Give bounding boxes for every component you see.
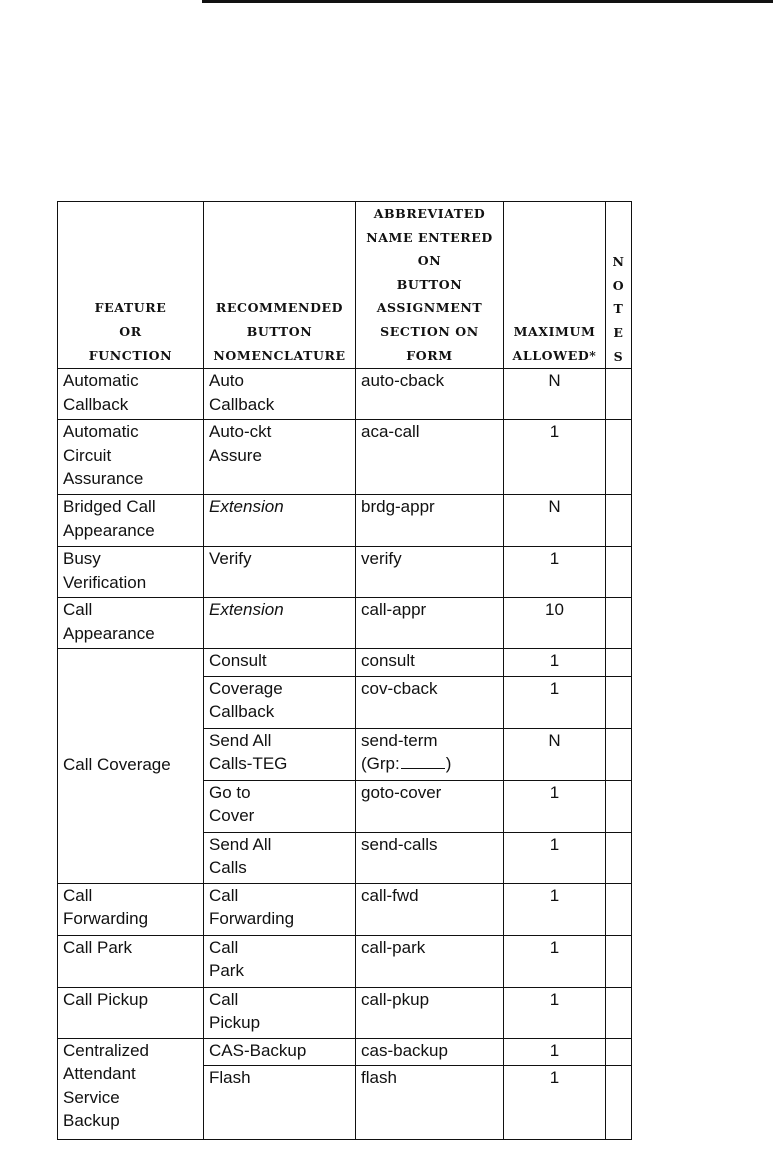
- max-cell: 1: [504, 883, 606, 935]
- nomenclature-cell: Flash: [204, 1066, 356, 1140]
- abbrev-cell: call-park: [356, 935, 504, 987]
- feature-cell: Call Park: [58, 935, 204, 987]
- nomenclature-cell: Extension: [204, 598, 356, 649]
- abbrev-cell: call-appr: [356, 598, 504, 649]
- max-cell: N: [504, 495, 606, 547]
- max-cell: 1: [504, 780, 606, 832]
- notes-cell: [606, 780, 632, 832]
- notes-cell: [606, 1038, 632, 1066]
- nomenclature-cell: Send All Calls-TEG: [204, 728, 356, 780]
- abbrev-cell: flash: [356, 1066, 504, 1140]
- max-cell: 1: [504, 832, 606, 883]
- feature-cell: Bridged Call Appearance: [58, 495, 204, 547]
- notes-cell: [606, 1066, 632, 1140]
- max-cell: 1: [504, 649, 606, 677]
- top-rule: [202, 0, 773, 3]
- notes-cell: [606, 420, 632, 495]
- max-cell: N: [504, 728, 606, 780]
- nomenclature-cell: Call Park: [204, 935, 356, 987]
- notes-cell: [606, 495, 632, 547]
- notes-cell: [606, 369, 632, 420]
- abbrev-cell: [356, 728, 504, 780]
- header-row: [58, 202, 632, 369]
- max-cell: 1: [504, 1038, 606, 1066]
- nomenclature-cell: Go to Cover: [204, 780, 356, 832]
- feature-cell: Call Forwarding: [58, 883, 204, 935]
- notes-cell: [606, 547, 632, 598]
- max-cell: 1: [504, 420, 606, 495]
- abbrev-cell: cas-backup: [356, 1038, 504, 1066]
- notes-cell: [606, 883, 632, 935]
- header-nomenclature: RECOMMENDED BUTTON NOMENCLATURE: [204, 202, 356, 369]
- header-notes: N O T E S: [606, 202, 632, 369]
- max-cell: 1: [504, 935, 606, 987]
- feature-cell-call-coverage: Call Coverage: [58, 649, 204, 884]
- abbrev-cell: send-calls: [356, 832, 504, 883]
- nomenclature-cell: Send All Calls: [204, 832, 356, 883]
- table-row: [58, 649, 632, 677]
- table-row: [58, 420, 632, 495]
- table-row: [58, 1038, 632, 1066]
- table-row: [58, 598, 632, 649]
- table-row: [58, 987, 632, 1038]
- max-cell: 1: [504, 547, 606, 598]
- abbrev-cell: consult: [356, 649, 504, 677]
- table-row: [58, 369, 632, 420]
- notes-cell: [606, 676, 632, 728]
- nomenclature-cell: Auto Callback: [204, 369, 356, 420]
- abbrev-cell: goto-cover: [356, 780, 504, 832]
- nomenclature-cell: Extension: [204, 495, 356, 547]
- feature-cell: Call Appearance: [58, 598, 204, 649]
- max-cell: 1: [504, 1066, 606, 1140]
- max-cell: 10: [504, 598, 606, 649]
- max-cell: 1: [504, 676, 606, 728]
- abbrev-cell: auto-cback: [356, 369, 504, 420]
- abbrev-cell: aca-call: [356, 420, 504, 495]
- feature-cell: Automatic Circuit Assurance: [58, 420, 204, 495]
- group-prefix: (Grp:: [361, 754, 400, 774]
- feature-cell: Call Pickup: [58, 987, 204, 1038]
- nomenclature-cell: Consult: [204, 649, 356, 677]
- header-max: MAXIMUM ALLOWED*: [504, 202, 606, 369]
- nomenclature-cell: Coverage Callback: [204, 676, 356, 728]
- abbrev-cell: brdg-appr: [356, 495, 504, 547]
- table-row: [58, 547, 632, 598]
- notes-cell: [606, 598, 632, 649]
- feature-cell-cas: Centralized Attendant Service Backup: [58, 1038, 204, 1140]
- max-cell: 1: [504, 987, 606, 1038]
- header-abbrev: ABBREVIATED NAME ENTERED ON BUTTON ASSIGNMENT SECTION ON FORM: [356, 202, 504, 369]
- max-cell: N: [504, 369, 606, 420]
- feature-cell: Busy Verification: [58, 547, 204, 598]
- group-suffix: ): [445, 754, 452, 774]
- abbrev-cell: cov-cback: [356, 676, 504, 728]
- notes-cell: [606, 649, 632, 677]
- header-feature: FEATURE OR FUNCTION: [58, 202, 204, 369]
- notes-cell: [606, 832, 632, 883]
- nomenclature-cell: Call Forwarding: [204, 883, 356, 935]
- abbrev-cell: call-fwd: [356, 883, 504, 935]
- table-row: [58, 883, 632, 935]
- group-blank-line: [401, 754, 445, 769]
- feature-cell: Automatic Callback: [58, 369, 204, 420]
- notes-cell: [606, 728, 632, 780]
- abbrev-cell: verify: [356, 547, 504, 598]
- nomenclature-cell: Auto-ckt Assure: [204, 420, 356, 495]
- notes-cell: [606, 987, 632, 1038]
- abbrev-cell: call-pkup: [356, 987, 504, 1038]
- table-row: [58, 495, 632, 547]
- button-assignment-table: [57, 201, 632, 1140]
- nomenclature-cell: Verify: [204, 547, 356, 598]
- abbrev-line: send-term: [361, 730, 438, 750]
- nomenclature-cell: CAS-Backup: [204, 1038, 356, 1066]
- nomenclature-cell: Call Pickup: [204, 987, 356, 1038]
- table-row: [58, 935, 632, 987]
- notes-cell: [606, 935, 632, 987]
